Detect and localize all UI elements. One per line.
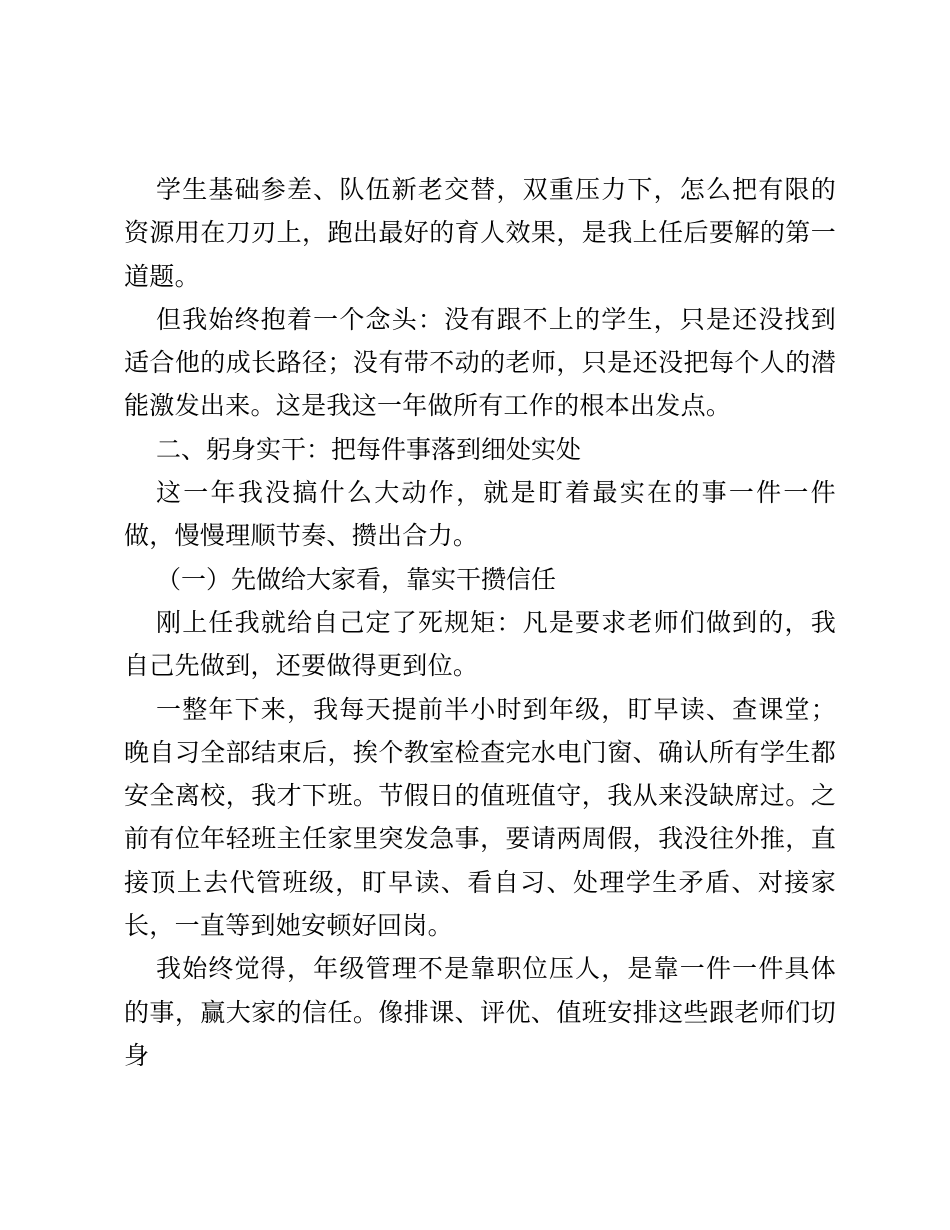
subsection-heading-lead-by-example: （一）先做给大家看，靠实干攒信任 (156, 564, 557, 594)
paragraph-guiding-belief: 但我始终抱着一个念头：没有跟不上的学生，只是还没找到适合他的成长路径；没有带不动的老师，只是还没把每个人的潜能激发出来。这是我这一年做所有工作的根本出发点。 (124, 304, 836, 421)
paragraph-resource-challenge: 学生基础参差、队伍新老交替，双重压力下，怎么把有限的资源用在刀刃上，跑出最好的育人效果，是我上任后要解的第一道题。 (124, 175, 836, 291)
paragraph-trust-building: 我始终觉得，年级管理不是靠职位压人，是靠一件一件具体的事，赢大家的信任。像排课、评优、值班安排这些跟老师们切身 (124, 954, 836, 1070)
paragraph-self-rules: 刚上任我就给自己定了死规矩：凡是要求老师们做到的，我自己先做到，还要做得更到位。 (124, 607, 836, 681)
paragraph-daily-routine: 一整年下来，我每天提前半小时到年级，盯早读、查课堂；晚自习全部结束后，挨个教室检查完水电门窗、确认所有学生都安全离校，我才下班。节假日的值班值守，我从来没缺席过。之前有位年轻班主任家里突发急事，要请两周假，我没往外推，直接顶上去代管班级，盯早读、看自习、处理学生矛盾、对接家长，一直等到她安顿好回岗。 (124, 694, 836, 941)
paragraph-year-summary: 这一年我没搞什么大动作，就是盯着最实在的事一件一件做，慢慢理顺节奏、攒出合力。 (124, 478, 836, 551)
section-heading-hands-on-work: 二、躬身实干：把每件事落到细处实处 (156, 434, 582, 464)
document-body (124, 168, 836, 1077)
